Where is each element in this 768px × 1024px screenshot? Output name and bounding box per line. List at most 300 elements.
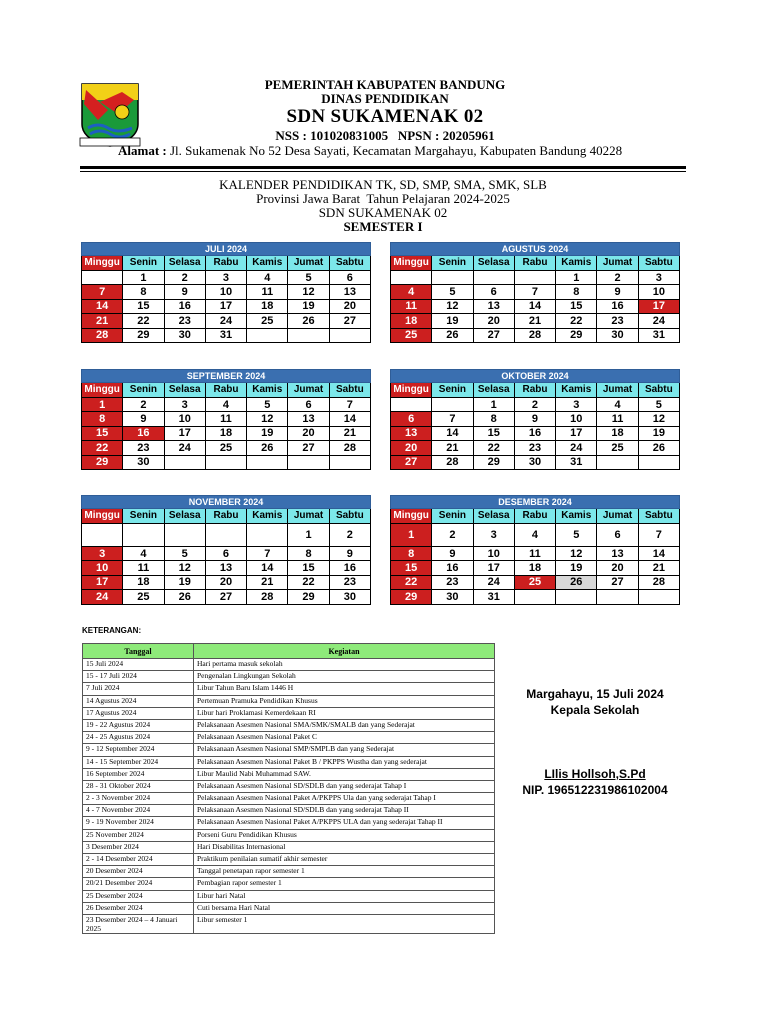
day-cell: 9	[329, 547, 370, 561]
week-row	[391, 412, 680, 426]
legend-row	[83, 866, 495, 878]
week-row	[82, 561, 371, 575]
legend-activity: Cuti bersama Hari Natal	[194, 902, 495, 914]
day-cell: 4	[247, 271, 288, 285]
day-cell: 25	[391, 328, 432, 342]
day-cell: 9	[514, 412, 555, 426]
weekday-header-row	[391, 383, 680, 398]
day-cell: 14	[514, 299, 555, 313]
legend-table	[82, 643, 495, 934]
week-row	[391, 524, 680, 547]
day-cell: 22	[391, 575, 432, 589]
day-cell: 17	[638, 299, 679, 313]
school-name: SDN SUKAMENAK 02	[286, 106, 484, 127]
day-cell: 3	[473, 524, 514, 547]
legend-date: 9 - 12 September 2024	[83, 744, 194, 756]
legend-date: 25 Desember 2024	[83, 890, 194, 902]
weekday-label: Minggu	[82, 256, 123, 271]
day-cell: 29	[556, 328, 597, 342]
day-cell	[329, 328, 370, 342]
day-cell: 7	[432, 412, 473, 426]
day-cell: 7	[638, 524, 679, 547]
month-header-row	[82, 496, 371, 509]
day-cell: 1	[288, 524, 329, 547]
legend-activity: Libur hari Natal	[194, 890, 495, 902]
weekday-label: Minggu	[391, 256, 432, 271]
day-cell: 30	[432, 590, 473, 604]
legend-row	[83, 793, 495, 805]
day-cell: 18	[205, 426, 246, 440]
day-cell: 4	[514, 524, 555, 547]
legend-activity: Pembagian rapor semester 1	[194, 878, 495, 890]
principal-nip: NIP. 196512231986102004	[522, 783, 668, 797]
day-cell	[82, 524, 123, 547]
day-cell	[329, 455, 370, 469]
week-row	[391, 285, 680, 299]
weekday-label: Selasa	[473, 256, 514, 271]
legend-row	[83, 841, 495, 853]
legend-date: 15 - 17 Juli 2024	[83, 671, 194, 683]
day-cell: 6	[391, 412, 432, 426]
weekday-label: Senin	[123, 383, 164, 398]
day-cell: 28	[82, 328, 123, 342]
day-cell: 14	[247, 561, 288, 575]
legend-activity: Pelaksanaan Asesmen Nasional Paket B / PKPPS Wustha dan yang sederajat	[194, 756, 495, 768]
legend-row	[83, 671, 495, 683]
calendar-month	[81, 242, 371, 343]
legend-row	[83, 756, 495, 768]
address-text: Jl. Sukamenak No 52 Desa Sayati, Kecamatan Margahayu, Kabupaten Bandung 40228	[166, 143, 623, 158]
legend-row	[83, 780, 495, 792]
day-cell: 2	[123, 398, 164, 412]
day-cell: 21	[638, 561, 679, 575]
day-cell: 27	[597, 575, 638, 589]
day-cell: 11	[391, 299, 432, 313]
day-cell: 27	[391, 455, 432, 469]
weekday-label: Selasa	[164, 256, 205, 271]
day-cell: 26	[247, 441, 288, 455]
weekday-label: Selasa	[164, 509, 205, 524]
day-cell: 12	[638, 412, 679, 426]
legend-row	[83, 805, 495, 817]
day-cell	[597, 455, 638, 469]
day-cell	[514, 590, 555, 604]
week-row	[391, 299, 680, 313]
legend-activity: Praktikum penilaian sumatif akhir semester	[194, 854, 495, 866]
legend-activity: Pelaksanaan Asesmen Nasional SD/SDLB dan yang sederajat Tahap I	[194, 780, 495, 792]
day-cell: 1	[123, 271, 164, 285]
weekday-header-row	[82, 509, 371, 524]
legend-activity: Hari pertama masuk sekolah	[194, 659, 495, 671]
week-row	[391, 547, 680, 561]
day-cell: 5	[432, 285, 473, 299]
day-cell: 24	[164, 441, 205, 455]
day-cell: 26	[164, 590, 205, 604]
legend-date: 14 - 15 September 2024	[83, 756, 194, 768]
day-cell: 29	[473, 455, 514, 469]
legend-activity: Tanggal penetapan rapor semester 1	[194, 866, 495, 878]
legend-date: 25 November 2024	[83, 829, 194, 841]
day-cell: 18	[391, 314, 432, 328]
legend-row	[83, 744, 495, 756]
day-cell: 2	[432, 524, 473, 547]
day-cell: 29	[123, 328, 164, 342]
day-cell	[247, 328, 288, 342]
weekday-label: Senin	[432, 383, 473, 398]
day-cell: 11	[514, 547, 555, 561]
day-cell: 4	[205, 398, 246, 412]
legend-row	[83, 719, 495, 731]
day-cell: 27	[205, 590, 246, 604]
day-cell: 2	[164, 271, 205, 285]
day-cell: 25	[247, 314, 288, 328]
day-cell: 30	[514, 455, 555, 469]
day-cell: 25	[514, 575, 555, 589]
day-cell: 25	[123, 590, 164, 604]
calendar-month	[390, 495, 680, 605]
day-cell: 9	[164, 285, 205, 299]
day-cell: 6	[205, 547, 246, 561]
day-cell: 11	[597, 412, 638, 426]
weekday-label: Jumat	[288, 256, 329, 271]
day-cell: 31	[556, 455, 597, 469]
calendar-province-year: Provinsi Jawa Barat Tahun Pelajaran 2024-2025	[256, 191, 510, 206]
day-cell	[473, 271, 514, 285]
legend-activity: Hari Disabilitas Internasional	[194, 841, 495, 853]
legend-activity: Libur Maulid Nabi Muhammad SAW.	[194, 768, 495, 780]
legend-activity: Libur Tahun Baru Islam 1446 H	[194, 683, 495, 695]
weekday-label: Senin	[123, 256, 164, 271]
day-cell: 22	[288, 575, 329, 589]
legend-date: 4 - 7 November 2024	[83, 805, 194, 817]
day-cell: 16	[164, 299, 205, 313]
day-cell: 10	[164, 412, 205, 426]
month-name: JULI 2024	[82, 243, 371, 256]
week-row	[391, 575, 680, 589]
school-address	[118, 143, 622, 159]
day-cell: 3	[205, 271, 246, 285]
day-cell: 10	[556, 412, 597, 426]
legend-row	[83, 902, 495, 914]
legend-date: 14 Agustus 2024	[83, 695, 194, 707]
day-cell	[391, 398, 432, 412]
signature-block	[505, 686, 685, 718]
weekday-label: Kamis	[247, 509, 288, 524]
month-header-row	[391, 496, 680, 509]
legend-date: 2 - 14 Desember 2024	[83, 854, 194, 866]
day-cell	[205, 455, 246, 469]
day-cell: 9	[597, 285, 638, 299]
day-cell: 5	[638, 398, 679, 412]
day-cell: 10	[473, 547, 514, 561]
day-cell: 27	[329, 314, 370, 328]
day-cell: 16	[123, 426, 164, 440]
day-cell: 21	[514, 314, 555, 328]
calendar-titles	[80, 178, 686, 234]
signature-place-date: Margahayu, 15 Juli 2024	[526, 687, 664, 701]
legend-activity: Pelaksanaan Asesmen Nasional Paket A/PKPPS ULA dan yang sederajat Tahap II	[194, 817, 495, 829]
day-cell	[164, 524, 205, 547]
day-cell: 21	[82, 314, 123, 328]
day-cell: 19	[164, 575, 205, 589]
day-cell: 19	[638, 426, 679, 440]
day-cell: 24	[473, 575, 514, 589]
day-cell	[391, 271, 432, 285]
legend-row	[83, 659, 495, 671]
month-header-row	[391, 370, 680, 383]
legend-activity: Pertemuan Pramuka Pendidikan Khusus	[194, 695, 495, 707]
legend-activity: Libur hari Proklamasi Kemerdekaan RI	[194, 707, 495, 719]
legend-date: 7 Juli 2024	[83, 683, 194, 695]
legend-row	[83, 890, 495, 902]
day-cell: 24	[205, 314, 246, 328]
day-cell: 8	[391, 547, 432, 561]
day-cell: 13	[473, 299, 514, 313]
day-cell: 16	[514, 426, 555, 440]
day-cell: 3	[638, 271, 679, 285]
day-cell: 15	[82, 426, 123, 440]
day-cell: 16	[329, 561, 370, 575]
weekday-label: Rabu	[514, 509, 555, 524]
weekday-header-row	[391, 256, 680, 271]
day-cell: 25	[205, 441, 246, 455]
week-row	[391, 398, 680, 412]
day-cell: 13	[329, 285, 370, 299]
legend-row	[83, 817, 495, 829]
weekday-label: Kamis	[247, 256, 288, 271]
day-cell: 20	[473, 314, 514, 328]
day-cell: 12	[247, 412, 288, 426]
day-cell	[288, 328, 329, 342]
day-cell: 12	[288, 285, 329, 299]
weekday-header-row	[391, 509, 680, 524]
day-cell: 19	[556, 561, 597, 575]
day-cell: 11	[123, 561, 164, 575]
month-name: OKTOBER 2024	[391, 370, 680, 383]
day-cell: 22	[473, 441, 514, 455]
month-name: AGUSTUS 2024	[391, 243, 680, 256]
day-cell: 18	[123, 575, 164, 589]
day-cell: 15	[391, 561, 432, 575]
weekday-label: Minggu	[391, 383, 432, 398]
weekday-label: Jumat	[288, 509, 329, 524]
legend-row	[83, 768, 495, 780]
day-cell: 13	[597, 547, 638, 561]
day-cell: 17	[473, 561, 514, 575]
week-row	[82, 575, 371, 589]
day-cell: 29	[82, 455, 123, 469]
weekday-label: Kamis	[247, 383, 288, 398]
day-cell: 12	[432, 299, 473, 313]
weekday-label: Minggu	[391, 509, 432, 524]
day-cell: 23	[597, 314, 638, 328]
week-row	[391, 314, 680, 328]
day-cell: 6	[288, 398, 329, 412]
kabupaten-bandung-logo	[78, 80, 142, 148]
week-row	[391, 328, 680, 342]
legend-col-kegiatan: Kegiatan	[194, 644, 495, 659]
legend-header-row	[83, 644, 495, 659]
legend-date: 3 Desember 2024	[83, 841, 194, 853]
week-row	[82, 328, 371, 342]
legend-activity: Pelaksanaan Asesmen Nasional SD/SDLB dan yang sederajat Tahap II	[194, 805, 495, 817]
day-cell	[556, 590, 597, 604]
day-cell: 20	[391, 441, 432, 455]
legend-date: 2 - 3 November 2024	[83, 793, 194, 805]
day-cell: 20	[288, 426, 329, 440]
weekday-label: Senin	[432, 509, 473, 524]
weekday-label: Rabu	[205, 256, 246, 271]
calendar-title: KALENDER PENDIDIKAN TK, SD, SMP, SMA, SMK, SLB	[219, 177, 547, 192]
day-cell: 1	[82, 398, 123, 412]
week-row	[391, 426, 680, 440]
weekday-label: Rabu	[514, 383, 555, 398]
day-cell: 28	[432, 455, 473, 469]
day-cell: 21	[329, 426, 370, 440]
day-cell: 17	[556, 426, 597, 440]
day-cell: 13	[288, 412, 329, 426]
week-row	[82, 285, 371, 299]
day-cell: 17	[164, 426, 205, 440]
weekday-label: Jumat	[597, 509, 638, 524]
week-row	[82, 412, 371, 426]
week-row	[82, 314, 371, 328]
day-cell: 10	[205, 285, 246, 299]
day-cell: 30	[123, 455, 164, 469]
month-name: SEPTEMBER 2024	[82, 370, 371, 383]
day-cell: 28	[514, 328, 555, 342]
day-cell: 6	[597, 524, 638, 547]
week-row	[82, 455, 371, 469]
day-cell: 20	[329, 299, 370, 313]
day-cell: 30	[164, 328, 205, 342]
header-rule-thick	[80, 166, 686, 169]
day-cell: 26	[288, 314, 329, 328]
day-cell: 31	[473, 590, 514, 604]
address-label: Alamat :	[118, 143, 167, 158]
day-cell: 8	[288, 547, 329, 561]
weekday-label: Minggu	[82, 509, 123, 524]
weekday-label: Rabu	[205, 509, 246, 524]
day-cell: 23	[164, 314, 205, 328]
day-cell: 19	[288, 299, 329, 313]
day-cell: 18	[514, 561, 555, 575]
signature-role: Kepala Sekolah	[550, 703, 640, 717]
day-cell: 16	[432, 561, 473, 575]
day-cell: 15	[123, 299, 164, 313]
day-cell: 15	[288, 561, 329, 575]
day-cell: 9	[123, 412, 164, 426]
weekday-label: Jumat	[597, 256, 638, 271]
legend-activity: Porseni Guru Pendidikan Khusus	[194, 829, 495, 841]
government-name: PEMERINTAH KABUPATEN BANDUNG	[264, 77, 506, 92]
day-cell: 25	[597, 441, 638, 455]
legend-activity: Pelaksanaan Asesmen Nasional SMA/SMK/SMALB dan yang Sederajat	[194, 719, 495, 731]
legend-date: 28 - 31 Oktober 2024	[83, 780, 194, 792]
week-row	[391, 455, 680, 469]
week-row	[82, 441, 371, 455]
legend-date: 19 - 22 Agustus 2024	[83, 719, 194, 731]
day-cell: 21	[432, 441, 473, 455]
day-cell: 3	[164, 398, 205, 412]
day-cell: 22	[82, 441, 123, 455]
legend-row	[83, 683, 495, 695]
day-cell: 5	[164, 547, 205, 561]
day-cell: 28	[247, 590, 288, 604]
day-cell: 13	[391, 426, 432, 440]
weekday-label: Rabu	[205, 383, 246, 398]
week-row	[82, 271, 371, 285]
day-cell: 16	[597, 299, 638, 313]
day-cell: 10	[638, 285, 679, 299]
weekday-label: Rabu	[514, 256, 555, 271]
day-cell: 7	[514, 285, 555, 299]
weekday-header-row	[82, 256, 371, 271]
legend-col-tanggal: Tanggal	[83, 644, 194, 659]
day-cell: 4	[391, 285, 432, 299]
day-cell: 11	[247, 285, 288, 299]
day-cell: 4	[597, 398, 638, 412]
day-cell: 20	[597, 561, 638, 575]
calendar-month	[81, 495, 371, 605]
weekday-label: Senin	[123, 509, 164, 524]
day-cell: 19	[432, 314, 473, 328]
legend-date: 24 - 25 Agustus 2024	[83, 732, 194, 744]
legend-date: 23 Desember 2024 – 4 Januari 2025	[83, 914, 194, 933]
day-cell	[597, 590, 638, 604]
day-cell: 2	[514, 398, 555, 412]
weekday-label: Sabtu	[638, 383, 679, 398]
principal-name: LIlis Hollsoh,S.Pd	[544, 767, 646, 781]
legend-date: 9 - 19 November 2024	[83, 817, 194, 829]
day-cell: 3	[82, 547, 123, 561]
week-row	[391, 561, 680, 575]
legend-activity: Pelaksanaan Asesmen Nasional SMP/SMPLB dan yang Sederajat	[194, 744, 495, 756]
month-name: NOVEMBER 2024	[82, 496, 371, 509]
day-cell	[432, 271, 473, 285]
legend-date: 16 September 2024	[83, 768, 194, 780]
day-cell: 24	[82, 590, 123, 604]
weekday-header-row	[82, 383, 371, 398]
day-cell: 22	[123, 314, 164, 328]
day-cell: 23	[514, 441, 555, 455]
legend-row	[83, 695, 495, 707]
week-row	[82, 398, 371, 412]
day-cell: 8	[82, 412, 123, 426]
weekday-label: Jumat	[288, 383, 329, 398]
calendar-month	[390, 242, 680, 343]
weekday-label: Kamis	[556, 509, 597, 524]
month-header-row	[82, 370, 371, 383]
weekday-label: Selasa	[164, 383, 205, 398]
week-row	[82, 547, 371, 561]
day-cell: 26	[432, 328, 473, 342]
day-cell: 2	[329, 524, 370, 547]
legend-date: 26 Desember 2024	[83, 902, 194, 914]
weekday-label: Selasa	[473, 383, 514, 398]
weekday-label: Senin	[432, 256, 473, 271]
legend-row	[83, 707, 495, 719]
day-cell	[288, 455, 329, 469]
day-cell: 12	[556, 547, 597, 561]
day-cell: 26	[638, 441, 679, 455]
weekday-label: Kamis	[556, 256, 597, 271]
day-cell: 29	[288, 590, 329, 604]
legend-row	[83, 914, 495, 933]
day-cell: 23	[123, 441, 164, 455]
month-header-row	[82, 243, 371, 256]
day-cell: 6	[329, 271, 370, 285]
